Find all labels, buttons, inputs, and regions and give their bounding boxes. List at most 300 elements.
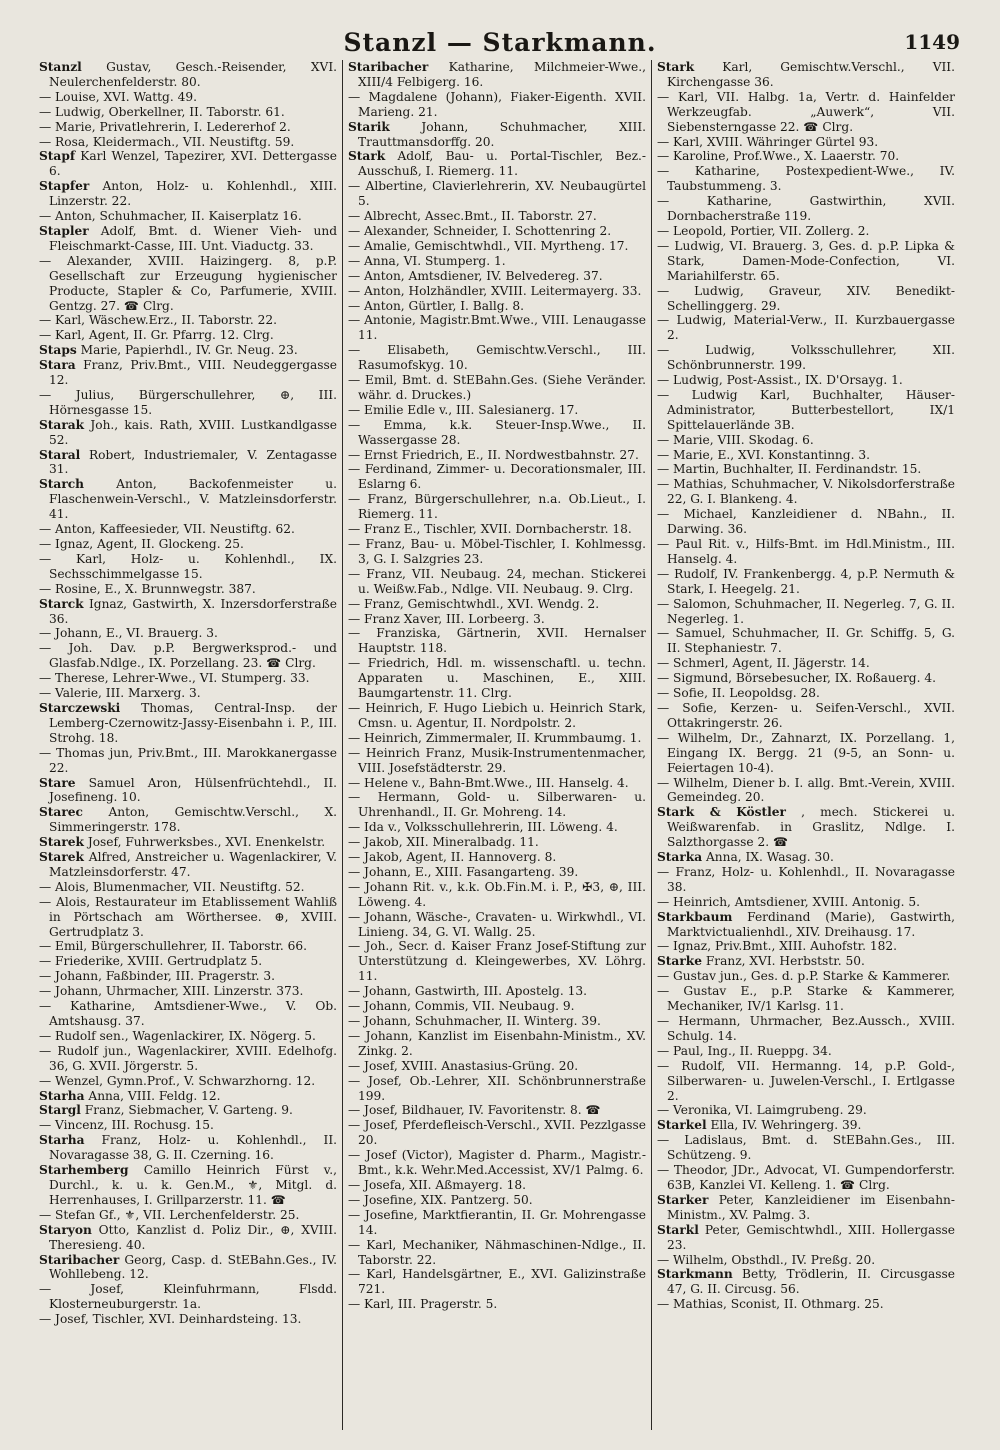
- directory-entry: [39, 537, 337, 552]
- directory-entry: [39, 149, 337, 179]
- entry-details: — Johann, Gastwirth, III. Apostelg. 13.: [348, 984, 587, 999]
- directory-entry: [657, 626, 955, 656]
- entry-details: — Vincenz, III. Rochusg. 15.: [39, 1118, 214, 1133]
- entry-details: — Salomon, Schuhmacher, II. Negerleg. 7, G. II. Negerleg. 1.: [657, 596, 955, 626]
- directory-entry: [39, 1044, 337, 1074]
- directory-entry: [657, 462, 955, 477]
- entry-details: Johann, Schuhmacher, XIII. Trauttmansdorffg. 20.: [358, 119, 647, 149]
- entry-details: — Franz, Bau- u. Möbel-Tischler, I. Kohlmessg. 3, G. I. Salzgries 23.: [348, 537, 646, 566]
- entry-details: — Franz, Bürgerschullehrer, n.a. Ob.Lieut., I. Riemerg. 11.: [348, 492, 646, 522]
- directory-entry: [39, 224, 337, 254]
- directory-entry: [39, 701, 337, 746]
- directory-entry: [657, 1193, 955, 1223]
- directory-entry: [348, 60, 646, 90]
- directory-entry: [657, 671, 955, 686]
- directory-entry: [39, 776, 337, 806]
- entry-details: — Rudolf sen., Wagenlackirer, IX. Nögerg. 5.: [39, 1028, 316, 1043]
- directory-entry: [657, 1014, 955, 1044]
- entry-surname: Starch: [39, 477, 85, 492]
- entry-details: — Ernst Friedrich, E., II. Nordwestbahnstr. 27.: [348, 447, 639, 462]
- directory-entry: [657, 865, 955, 895]
- directory-entry: [348, 537, 646, 567]
- directory-entry: [39, 418, 337, 448]
- entry-details: — Johann, E., VI. Brauerg. 3.: [39, 626, 218, 641]
- entry-details: — Josef, Bildhauer, IV. Favoritenstr. 8. ☎: [348, 1103, 601, 1118]
- directory-entry: [39, 60, 337, 90]
- directory-column-2: [342, 60, 651, 1430]
- directory-entry: [348, 1148, 646, 1178]
- directory-entry: [39, 1118, 337, 1133]
- entry-details: — Franz E., Tischler, XVII. Dornbacherstr. 18.: [348, 522, 632, 537]
- entry-details: — Jakob, XII. Mineralbadg. 11.: [348, 835, 539, 850]
- entry-details: Franz, Priv.Bmt., VIII. Neudeggergasse 12.: [49, 358, 338, 388]
- entry-surname: Staribacher: [39, 1252, 120, 1267]
- entry-surname: Starkbaum: [657, 909, 733, 924]
- entry-details: — Anna, VI. Stumperg. 1.: [348, 253, 506, 268]
- directory-entry: [348, 612, 646, 627]
- directory-entry: [348, 224, 646, 239]
- directory-entry: [348, 403, 646, 418]
- entry-details: — Katharine, Amtsdiener-Wwe., V. Ob. Amtshausg. 37.: [39, 999, 337, 1028]
- directory-entry: [657, 388, 955, 433]
- entry-details: — Franz Xaver, III. Lorbeerg. 3.: [348, 611, 545, 626]
- entry-details: — Helene v., Bahn-Bmt.Wwe., III. Hanselg. 4.: [348, 775, 629, 790]
- directory-entry: [348, 939, 646, 984]
- directory-entry: [39, 850, 337, 880]
- entry-details: — Hermann, Gold- u. Silberwaren- u. Uhrenhandl., II. Gr. Mohreng. 14.: [348, 790, 646, 820]
- entry-surname: Starkel: [657, 1118, 707, 1133]
- entry-details: — Rudolf, IV. Frankenbergg. 4, p.P. Nermuth & Stark, I. Heegelg. 21.: [657, 566, 955, 596]
- directory-entry: [657, 135, 955, 150]
- directory-entry: [657, 850, 955, 865]
- page-header: [0, 28, 1000, 62]
- entry-details: — Johann, Commis, VII. Neubaug. 9.: [348, 999, 575, 1014]
- entry-details: — Katharine, Gastwirthin, XVII. Dornbacherstraße 119.: [657, 194, 955, 224]
- entry-surname: Starik: [348, 119, 390, 134]
- entry-details: — Karoline, Prof.Wwe., X. Laaerstr. 70.: [657, 149, 900, 164]
- entry-details: Katharine, Milchmeier-Wwe., XIII/4 Felbigerg. 16.: [358, 60, 646, 89]
- directory-entry: [348, 776, 646, 791]
- directory-entry: [39, 984, 337, 999]
- entry-details: — Johann, Kanzlist im Eisenbahn-Ministm., XV. Zinkg. 2.: [348, 1028, 646, 1058]
- directory-entry: [348, 567, 646, 597]
- entry-surname: Stapfer: [39, 179, 90, 194]
- entry-details: — Anton, Amtsdiener, IV. Belvedereg. 37.: [348, 268, 603, 283]
- directory-entry: [39, 448, 337, 478]
- entry-details: Georg, Casp. d. StEBahn.Ges., IV. Wohllebeng. 12.: [49, 1252, 338, 1282]
- directory-entry: [657, 910, 955, 940]
- directory-entry: [39, 835, 337, 850]
- directory-entry: [39, 895, 337, 940]
- directory-entry: [348, 880, 646, 910]
- entry-details: — Josef, Pferdefleisch-Verschl., XVII. Pezzlgasse 20.: [348, 1118, 646, 1148]
- directory-entry: [348, 299, 646, 314]
- directory-entry: [348, 1103, 646, 1118]
- directory-entry: [39, 641, 337, 671]
- entry-details: — Emil, Bürgerschullehrer, II. Taborstr. 66.: [39, 939, 307, 954]
- directory-entry: [348, 149, 646, 179]
- entry-details: — Johann, E., XIII. Fasangarteng. 39.: [348, 864, 579, 879]
- entry-details: Franz, Siebmacher, V. Garteng. 9.: [84, 1103, 293, 1118]
- entry-details: — Rudolf, VII. Hermanng. 14, p.P. Gold-, Silberwaren- u. Juwelen-Verschl., I. Ertlgasse 2.: [657, 1058, 955, 1103]
- entry-details: Alfred, Anstreicher u. Wagenlackirer, V. Matzleinsdorferstr. 47.: [49, 850, 337, 879]
- entry-details: — Katharine, Postexpedient-Wwe., IV. Taubstummeng. 3.: [657, 164, 955, 194]
- entry-surname: Starha: [39, 1133, 85, 1148]
- directory-entry: [39, 552, 337, 582]
- page-number: 1149: [904, 30, 960, 54]
- directory-entry: [39, 939, 337, 954]
- entry-details: , mech. Stickerei u. Weißwarenfab. in Graslitz, Ndlge. I. Salzthorgasse 2. ☎: [667, 805, 956, 850]
- entry-details: Anna, IX. Wasag. 30.: [705, 850, 834, 865]
- entry-details: — Josef, XVIII. Anastasius-Grüng. 20.: [348, 1058, 579, 1073]
- directory-entry: [657, 805, 955, 850]
- entry-details: — Karl, Agent, II. Gr. Pfarrg. 12. Clrg.: [39, 328, 274, 343]
- directory-entry: [657, 686, 955, 701]
- entry-details: — Sigmund, Börsebesucher, IX. Roßauerg. 4.: [657, 671, 936, 686]
- directory-entry: [39, 999, 337, 1029]
- entry-details: — Josef, Ob.-Lehrer, XII. Schönbrunnerstraße 199.: [348, 1073, 646, 1103]
- entry-details: — Rudolf jun., Wagenlackirer, XVIII. Edelhofg. 36, G. XVII. Jörgerstr. 5.: [39, 1043, 337, 1073]
- entry-details: — Magdalene (Johann), Fiaker-Eigenth. XVII. Marieng. 21.: [348, 89, 646, 119]
- directory-entry: [657, 343, 955, 373]
- directory-entry: [657, 895, 955, 910]
- entry-details: — Emilie Edle v., III. Salesianerg. 17.: [348, 402, 579, 417]
- entry-details: — Mathias, Schuhmacher, V. Nikolsdorferstraße 22, G. I. Blankeng. 4.: [657, 477, 955, 507]
- directory-entry: [39, 1208, 337, 1223]
- entry-details: — Julius, Bürgerschullehrer, ⊕, III. Hörnesgasse 15.: [39, 387, 337, 417]
- directory-entry: [39, 388, 337, 418]
- directory-entry: [39, 1074, 337, 1089]
- directory-entry: [348, 1029, 646, 1059]
- entry-details: — Samuel, Schuhmacher, II. Gr. Schiffg. 5, G. II. Stephaniestr. 7.: [657, 626, 955, 656]
- entry-details: Marie, Papierhdl., IV. Gr. Neug. 23.: [80, 343, 298, 358]
- entry-surname: Stargl: [39, 1103, 81, 1118]
- entry-details: Franz, Holz- u. Kohlenhdl., II. Novaragasse 38, G. II. Czerning. 16.: [49, 1133, 338, 1163]
- entry-details: — Wilhelm, Obsthdl., IV. Preßg. 20.: [657, 1252, 876, 1267]
- directory-entry: [39, 1163, 337, 1208]
- entry-details: — Elisabeth, Gemischtw.Verschl., III. Rasumofskyg. 10.: [348, 343, 646, 373]
- entry-surname: Starkmann: [657, 1267, 733, 1282]
- entry-surname: Starak: [39, 417, 85, 432]
- entry-details: — Heinrich Franz, Musik-Instrumentenmacher, VIII. Josefstädterstr. 29.: [348, 745, 646, 775]
- entry-details: — Michael, Kanzleidiener d. NBahn., II. Darwing. 36.: [657, 507, 955, 537]
- directory-entry: [348, 239, 646, 254]
- directory-entry: [657, 433, 955, 448]
- entry-details: — Karl, VII. Halbg. 1a, Vertr. d. Hainfelder Werkzeugfab. „Auwerk“, VII. Siebensterngasse 22. ☎ Clrg.: [657, 89, 955, 134]
- directory-entry: [348, 418, 646, 448]
- directory-entry: [657, 1059, 955, 1104]
- entry-surname: Starhemberg: [39, 1163, 129, 1178]
- directory-entry: [348, 209, 646, 224]
- entry-details: — Anton, Gürtler, I. Ballg. 8.: [348, 298, 524, 313]
- entry-details: Betty, Trödlerin, II. Circusgasse 47, G. II. Circusg. 56.: [667, 1267, 955, 1297]
- entry-surname: Stapf: [39, 149, 76, 164]
- directory-entry: [657, 194, 955, 224]
- directory-entry: [39, 209, 337, 224]
- directory-entry: [657, 90, 955, 135]
- directory-entry: [39, 105, 337, 120]
- directory-entry: [348, 999, 646, 1014]
- directory-entry: [348, 1014, 646, 1029]
- directory-entry: [39, 254, 337, 314]
- entry-details: — Emil, Bmt. d. StEBahn.Ges. (Siehe Veränder. währ. d. Druckes.): [348, 373, 646, 402]
- entry-details: Anton, Backofenmeister u. Flaschenwein-Verschl., V. Matzleinsdorferstr. 41.: [49, 477, 337, 522]
- directory-entry: [348, 179, 646, 209]
- directory-entry: [348, 835, 646, 850]
- entry-details: Anton, Gemischtw.Verschl., X. Simmeringerstr. 178.: [49, 805, 338, 835]
- entry-surname: Stark: [348, 149, 386, 164]
- entry-details: — Franz, Gemischtwhdl., XVI. Wendg. 2.: [348, 596, 600, 611]
- entry-details: — Johann, Faßbinder, III. Pragerstr. 3.: [39, 969, 276, 984]
- directory-entry: [39, 313, 337, 328]
- entry-details: — Hermann, Uhrmacher, Bez.Aussch., XVIII. Schulg. 14.: [657, 1014, 955, 1043]
- directory-entry: [39, 746, 337, 776]
- entry-details: — Veronika, VI. Laimgrubeng. 29.: [657, 1103, 867, 1118]
- directory-entry: [348, 790, 646, 820]
- entry-details: — Anton, Holzhändler, XVIII. Leitermayerg. 33.: [348, 283, 642, 298]
- entry-details: — Gustav E., p.P. Starke & Kammerer, Mechaniker, IV/1 Karlsg. 11.: [657, 984, 955, 1014]
- entry-details: — Emma, k.k. Steuer-Insp.Wwe., II. Wassergasse 28.: [348, 417, 646, 447]
- entry-details: — Josefine, XIX. Pantzerg. 50.: [348, 1192, 533, 1207]
- directory-entry: [348, 1118, 646, 1148]
- entry-details: — Therese, Lehrer-Wwe., VI. Stumperg. 33.: [39, 671, 310, 686]
- entry-details: — Ludwig, Post-Assist., IX. D'Orsayg. 1.: [657, 373, 903, 388]
- directory-entry: [39, 686, 337, 701]
- entry-details: Karl, Gemischtw.Verschl., VII. Kirchengasse 36.: [667, 60, 955, 89]
- directory-entry: [657, 1044, 955, 1059]
- directory-entry: [39, 343, 337, 358]
- entry-details: — Ludwig, Graveur, XIV. Benedikt-Schellinggerg. 29.: [657, 283, 955, 313]
- entry-details: Gustav, Gesch.-Reisender, XVI. Neulerchenfelderstr. 80.: [49, 60, 338, 89]
- directory-entry: [657, 1297, 955, 1312]
- entry-surname: Starke: [657, 954, 702, 969]
- directory-entry: [657, 477, 955, 507]
- entry-surname: Stara: [39, 358, 76, 373]
- entry-details: — Alexander, XVIII. Haizingerg. 8, p.P. Gesellschaft zur Erzeugung hygienischer Producte, Stapler & Co, Parfumerie, XVIII. Gentzg. 27. ☎ Clrg.: [39, 253, 337, 313]
- entry-details: — Wenzel, Gymn.Prof., V. Schwarzhorng. 12.: [39, 1073, 316, 1088]
- entry-surname: Starkl: [657, 1222, 699, 1237]
- directory-entry: [348, 373, 646, 403]
- entry-details: — Ludwig, Volksschullehrer, XII. Schönbrunnerstr. 199.: [657, 343, 955, 373]
- entry-details: — Johann, Wäsche-, Cravaten- u. Wirkwhdl., VI. Linieng. 34, G. VI. Wallg. 25.: [348, 909, 646, 939]
- directory-entry: [657, 60, 955, 90]
- directory-entry: [348, 1074, 646, 1104]
- directory-entry: [39, 880, 337, 895]
- directory-entry: [348, 820, 646, 835]
- entry-details: Ella, IV. Wehringerg. 39.: [710, 1118, 862, 1133]
- directory-columns: [34, 60, 960, 1430]
- directory-entry: [39, 120, 337, 135]
- entry-details: Peter, Kanzleidiener im Eisenbahn-Ministm., XV. Palmg. 3.: [667, 1192, 956, 1222]
- entry-surname: Starek: [39, 835, 84, 850]
- directory-entry: [39, 477, 337, 522]
- entry-details: Ignaz, Gastwirth, X. Inzersdorferstraße 36.: [49, 596, 337, 626]
- directory-entry: [39, 1133, 337, 1163]
- directory-entry: [657, 164, 955, 194]
- entry-details: — Albrecht, Assec.Bmt., II. Taborstr. 27.: [348, 209, 597, 224]
- directory-entry: [657, 731, 955, 776]
- entry-details: — Heinrich, Zimmermaler, II. Krummbaumg. 1.: [348, 730, 642, 745]
- directory-entry: [348, 120, 646, 150]
- entry-details: Anton, Holz- u. Kohlenhdl., XIII. Linzerstr. 22.: [49, 179, 337, 209]
- page-title: Stanzl — Starkmann.: [343, 28, 657, 57]
- entry-details: — Gustav jun., Ges. d. p.P. Starke & Kammerer.: [657, 969, 951, 984]
- directory-entry: [657, 239, 955, 284]
- entry-details: — Theodor, JDr., Advocat, VI. Gumpendorferstr. 63B, Kanzlei VI. Kelleng. 1. ☎ Clrg.: [657, 1163, 955, 1192]
- entry-surname: Staps: [39, 343, 77, 358]
- directory-entry: [657, 969, 955, 984]
- entry-details: Ferdinand (Marie), Gastwirth, Marktvictualienhdl., XIV. Dreihausg. 17.: [667, 909, 955, 939]
- entry-details: — Friedrich, Hdl. m. wissenschaftl. u. techn. Apparaten u. Maschinen, E., XIII. Baumgartenstr. 11. Clrg.: [348, 656, 646, 701]
- entry-details: — Josef, Tischler, XVI. Deinhardsteing. 13.: [39, 1312, 302, 1327]
- directory-entry: [348, 746, 646, 776]
- entry-surname: Starck: [39, 596, 84, 611]
- entry-details: — Wilhelm, Diener b. I. allg. Bmt.-Verein, XVIII. Gemeindeg. 20.: [657, 775, 955, 805]
- directory-entry: [348, 284, 646, 299]
- entry-details: — Karl, III. Pragerstr. 5.: [348, 1297, 498, 1312]
- entry-details: — Rosa, Kleidermach., VII. Neustiftg. 59.: [39, 134, 295, 149]
- entry-details: — Ludwig, Oberkellner, II. Taborstr. 61.: [39, 104, 285, 119]
- directory-entry: [39, 626, 337, 641]
- entry-details: Anna, VIII. Feldg. 12.: [88, 1088, 221, 1103]
- directory-entry: [348, 1208, 646, 1238]
- entry-details: — Ludwig, Material-Verw., II. Kurzbauergasse 2.: [657, 313, 955, 343]
- entry-details: — Josef, Kleinfuhrmann, Flsdd. Klosterneuburgerstr. 1a.: [39, 1282, 337, 1312]
- entry-details: — Jakob, Agent, II. Hannoverg. 8.: [348, 850, 557, 865]
- directory-entry: [348, 343, 646, 373]
- directory-entry: [348, 984, 646, 999]
- entry-surname: Stark & Köstler: [657, 805, 786, 820]
- entry-details: — Anton, Schuhmacher, II. Kaiserplatz 16.: [39, 209, 302, 224]
- directory-entry: [39, 90, 337, 105]
- directory-entry: [657, 313, 955, 343]
- entry-details: — Sofie, II. Leopoldsg. 28.: [657, 686, 820, 701]
- entry-details: Josef, Fuhrwerksbes., XVI. Enenkelstr.: [87, 835, 326, 850]
- directory-entry: [657, 537, 955, 567]
- entry-details: — Anton, Kaffeesieder, VII. Neustiftg. 62.: [39, 522, 295, 537]
- directory-entry: [39, 805, 337, 835]
- entry-details: — Karl, XVIII. Währinger Gürtel 93.: [657, 134, 879, 149]
- directory-entry: [348, 313, 646, 343]
- entry-details: — Marie, E., XVI. Konstantinng. 3.: [657, 447, 870, 462]
- directory-entry: [348, 1297, 646, 1312]
- entry-details: — Rosine, E., X. Brunnwegstr. 387.: [39, 581, 256, 596]
- directory-entry: [348, 626, 646, 656]
- entry-details: — Joh., Secr. d. Kaiser Franz Josef-Stiftung zur Unterstützung d. Kleingewerbes, XV. Löhrg. 11.: [348, 939, 646, 984]
- directory-entry: [39, 1089, 337, 1104]
- directory-entry: [39, 969, 337, 984]
- directory-entry: [657, 939, 955, 954]
- entry-details: — Marie, Privatlehrerin, I. Ledererhof 2.: [39, 119, 291, 134]
- entry-details: Joh., kais. Rath, XVIII. Lustkandlgasse 52.: [49, 417, 338, 447]
- directory-entry: [348, 1238, 646, 1268]
- entry-details: — Ludwig Karl, Buchhalter, Häuser-Administrator, Butterbestellort, IX/1 Spittelauerlände 3B.: [657, 387, 955, 432]
- entry-surname: Stare: [39, 775, 76, 790]
- directory-entry: [39, 1223, 337, 1253]
- directory-entry: [657, 954, 955, 969]
- directory-entry: [657, 224, 955, 239]
- entry-details: — Ludwig, VI. Brauerg. 3, Ges. d. p.P. Lipka & Stark, Damen-Mode-Confection, VI. Mariahilferstr. 65.: [657, 238, 955, 283]
- directory-entry: [348, 269, 646, 284]
- entry-surname: Stanzl: [39, 60, 82, 74]
- directory-entry: [39, 1253, 337, 1283]
- directory-entry: [348, 462, 646, 492]
- entry-details: Camillo Heinrich Fürst v., Durchl., k. u. k. Gen.M., ⚜, Mitgl. d. Herrenhauses, I. Grillparzerstr. 11. ☎: [49, 1163, 337, 1207]
- directory-entry: [348, 492, 646, 522]
- entry-details: — Leopold, Portier, VII. Zollerg. 2.: [657, 223, 870, 238]
- directory-entry: [657, 149, 955, 164]
- directory-entry: [348, 656, 646, 701]
- entry-details: — Johann, Uhrmacher, XIII. Linzerstr. 373.: [39, 984, 304, 999]
- directory-entry: [657, 1223, 955, 1253]
- directory-column-3: [651, 60, 960, 1430]
- entry-surname: Staribacher: [348, 60, 429, 74]
- entry-details: — Stefan Gf., ⚜, VII. Lerchenfelderstr. 25.: [39, 1207, 300, 1222]
- entry-surname: Staryon: [39, 1222, 92, 1237]
- directory-entry: [348, 1059, 646, 1074]
- entry-details: — Louise, XVI. Wattg. 49.: [39, 89, 197, 104]
- entry-details: — Amalie, Gemischtwhdl., VII. Myrtheng. 17.: [348, 238, 629, 253]
- directory-entry: [657, 1133, 955, 1163]
- directory-entry: [39, 328, 337, 343]
- entry-surname: Starka: [657, 850, 703, 865]
- entry-details: — Heinrich, F. Hugo Liebich u. Heinrich Stark, Cmsn. u. Agentur, II. Nordpolstr. 2.: [348, 700, 646, 730]
- directory-entry: [657, 1103, 955, 1118]
- entry-surname: Starha: [39, 1088, 85, 1103]
- entry-details: Thomas, Central-Insp. der Lemberg-Czernowitz-Jassy-Eisenbahn i. P., III. Strohg. 18.: [49, 700, 337, 745]
- directory-entry: [348, 1267, 646, 1297]
- directory-entry: [657, 448, 955, 463]
- directory-entry: [657, 656, 955, 671]
- directory-entry: [39, 358, 337, 388]
- directory-entry: [348, 254, 646, 269]
- directory-entry: [39, 135, 337, 150]
- entry-details: — Josef (Victor), Magister d. Pharm., Magistr.-Bmt., k.k. Wehr.Med.Accessist, XV/1 Palmg. 6.: [348, 1148, 646, 1178]
- directory-entry: [657, 1118, 955, 1133]
- entry-details: Franz, XVI. Herbststr. 50.: [705, 954, 865, 969]
- entry-details: — Franziska, Gärtnerin, XVII. Hernalser Hauptstr. 118.: [348, 626, 646, 656]
- directory-entry: [657, 373, 955, 388]
- directory-entry: [657, 701, 955, 731]
- directory-column-1: [34, 60, 342, 1430]
- entry-details: — Paul, Ing., II. Rueppg. 34.: [657, 1043, 832, 1058]
- entry-details: — Friederike, XVIII. Gertrudplatz 5.: [39, 954, 263, 969]
- entry-details: — Antonie, Magistr.Bmt.Wwe., VIII. Lenaugasse 11.: [348, 313, 646, 343]
- entry-details: — Paul Rit. v., Hilfs-Bmt. im Hdl.Ministm., III. Hanselg. 4.: [657, 537, 955, 566]
- entry-details: Adolf, Bau- u. Portal-Tischler, Bez.-Ausschuß, I. Riemerg. 11.: [358, 149, 646, 179]
- entry-surname: Stapler: [39, 223, 89, 238]
- directory-entry: [39, 582, 337, 597]
- entry-details: — Josefine, Marktfierantin, II. Gr. Mohrengasse 14.: [348, 1207, 646, 1237]
- directory-entry: [657, 1253, 955, 1268]
- directory-entry: [39, 597, 337, 627]
- directory-entry: [657, 984, 955, 1014]
- entry-details: Otto, Kanzlist d. Poliz Dir., ⊕, XVIII. Theresieng. 40.: [49, 1222, 337, 1252]
- directory-entry: [657, 597, 955, 627]
- directory-entry: [39, 954, 337, 969]
- entry-details: — Alois, Blumenmacher, VII. Neustiftg. 52.: [39, 879, 305, 894]
- directory-entry: [348, 865, 646, 880]
- entry-details: — Karl, Handelsgärtner, E., XVI. Galizinstraße 721.: [348, 1267, 646, 1297]
- entry-details: Peter, Gemischtwhdl., XIII. Hollergasse 23.: [667, 1222, 956, 1252]
- entry-surname: Starec: [39, 805, 83, 820]
- directory-entry: [39, 1029, 337, 1044]
- entry-details: — Karl, Wäschew.Erz., II. Taborstr. 22.: [39, 313, 277, 328]
- entry-details: — Alexander, Schneider, I. Schottenring 2.: [348, 223, 612, 238]
- entry-surname: Starker: [657, 1192, 709, 1207]
- entry-details: — Albertine, Clavierlehrerin, XV. Neubaugürtel 5.: [348, 179, 646, 209]
- directory-entry: [348, 90, 646, 120]
